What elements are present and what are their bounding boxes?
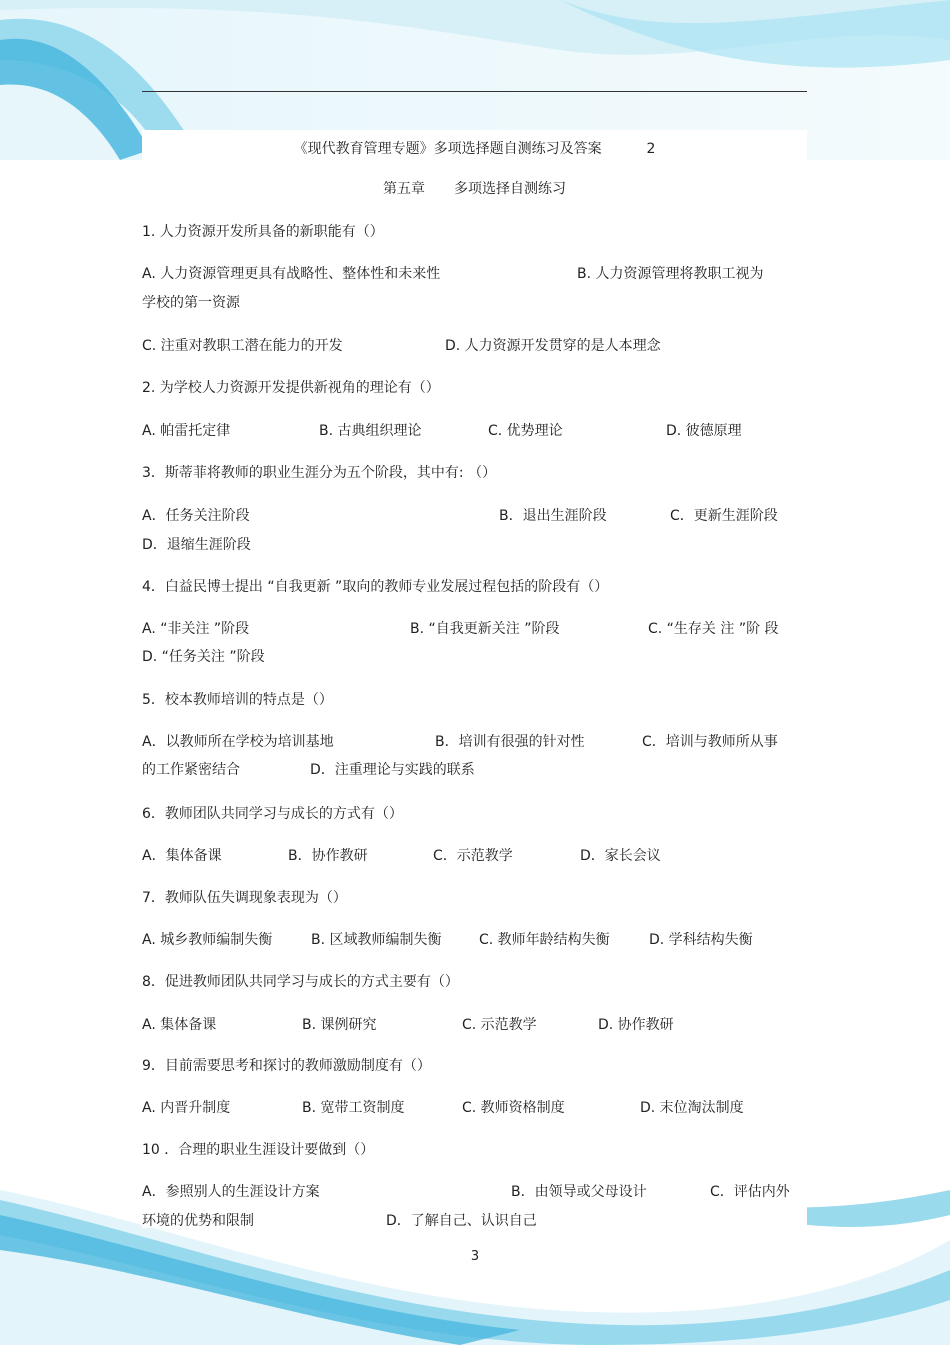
chapter-label: 第五章 [383,181,426,197]
header-rule [142,91,807,92]
option: D．退缩生涯阶段 [142,537,251,553]
option: B．协作教研 [288,848,368,864]
option: D. 协作教研 [598,1017,674,1033]
option: B．由领导或父母设计 [511,1184,647,1200]
option: C. 优势理论 [488,423,563,439]
option: D. 末位淘汰制度 [640,1100,744,1116]
question-stem: 7．教师队伍失调现象表现为（） [142,890,347,906]
question-stem: 4．白益民博士提出 “自我更新 ”取向的教师专业发展过程包括的阶段有（） [142,579,609,595]
option: C. “生存关 注 ”阶 段 [648,621,779,637]
option: C. 示范教学 [462,1017,537,1033]
option: C. 注重对教职工潜在能力的开发 [142,338,343,354]
option: A．以教师所在学校为培训基地 [142,734,334,750]
option: A. 人力资源管理更具有战略性、整体性和未来性 [142,266,441,282]
option: C．培训与教师所从事 [642,734,778,750]
question-stem: 2. 为学校人力资源开发提供新视角的理论有（） [142,380,440,396]
option: A. 城乡教师编制失衡 [142,932,273,948]
question-stem: 10 ．合理的职业生涯设计要做到（） [142,1142,375,1158]
option: A. “非关注 ”阶段 [142,621,250,637]
page-number: 3 [470,1249,480,1264]
option: D. “任务关注 ”阶段 [142,649,265,665]
option: A. 内晋升制度 [142,1100,231,1116]
option: B．退出生涯阶段 [499,508,607,524]
chapter-heading [142,179,807,199]
option: D．家长会议 [580,848,661,864]
option: B. “自我更新关注 ”阶段 [410,621,560,637]
question-stem: 5．校本教师培训的特点是（） [142,692,333,708]
option: A．任务关注阶段 [142,508,250,524]
option: A. 帕雷托定律 [142,423,231,439]
title-number: 2 [646,141,656,157]
option: A．参照别人的生涯设计方案 [142,1184,320,1200]
option: A. 集体备课 [142,1017,217,1033]
option: C．示范教学 [433,848,513,864]
title-text: 《现代教育管理专题》多项选择题自测练习及答案 [293,141,602,157]
option: D. 彼德原理 [666,423,742,439]
question-stem: 1. 人力资源开发所具备的新职能有（） [142,224,384,240]
option: D．了解自己、认识自己 [386,1213,537,1229]
option: 学校的第一资源 [142,295,240,311]
option: C．更新生涯阶段 [670,508,778,524]
option: 环境的优势和限制 [142,1213,254,1229]
option: D. 学科结构失衡 [649,932,753,948]
option: B. 人力资源管理将教职工视为 [577,266,764,282]
question-stem: 3．斯蒂菲将教师的职业生涯分为五个阶段，其中有: （） [142,465,497,481]
question-stem: 6．教师团队共同学习与成长的方式有（） [142,806,403,822]
option: B. 宽带工资制度 [302,1100,405,1116]
option: C. 教师资格制度 [462,1100,565,1116]
question-stem: 9．目前需要思考和探讨的教师激励制度有（） [142,1058,431,1074]
option: 的工作紧密结合 [142,762,240,778]
option: D. 人力资源开发贯穿的是人本理念 [445,338,661,354]
option: B. 古典组织理论 [319,423,422,439]
option: B. 区域教师编制失衡 [311,932,442,948]
chapter-subtitle: 多项选择自测练习 [453,181,566,197]
question-stem: 8．促进教师团队共同学习与成长的方式主要有（） [142,974,459,990]
option: B. 课例研究 [302,1017,377,1033]
option: D．注重理论与实践的联系 [310,762,475,778]
option: A．集体备课 [142,848,222,864]
option: B．培训有很强的针对性 [435,734,585,750]
option: C．评估内外 [710,1184,790,1200]
option: C. 教师年龄结构失衡 [479,932,610,948]
document-title [142,139,807,159]
